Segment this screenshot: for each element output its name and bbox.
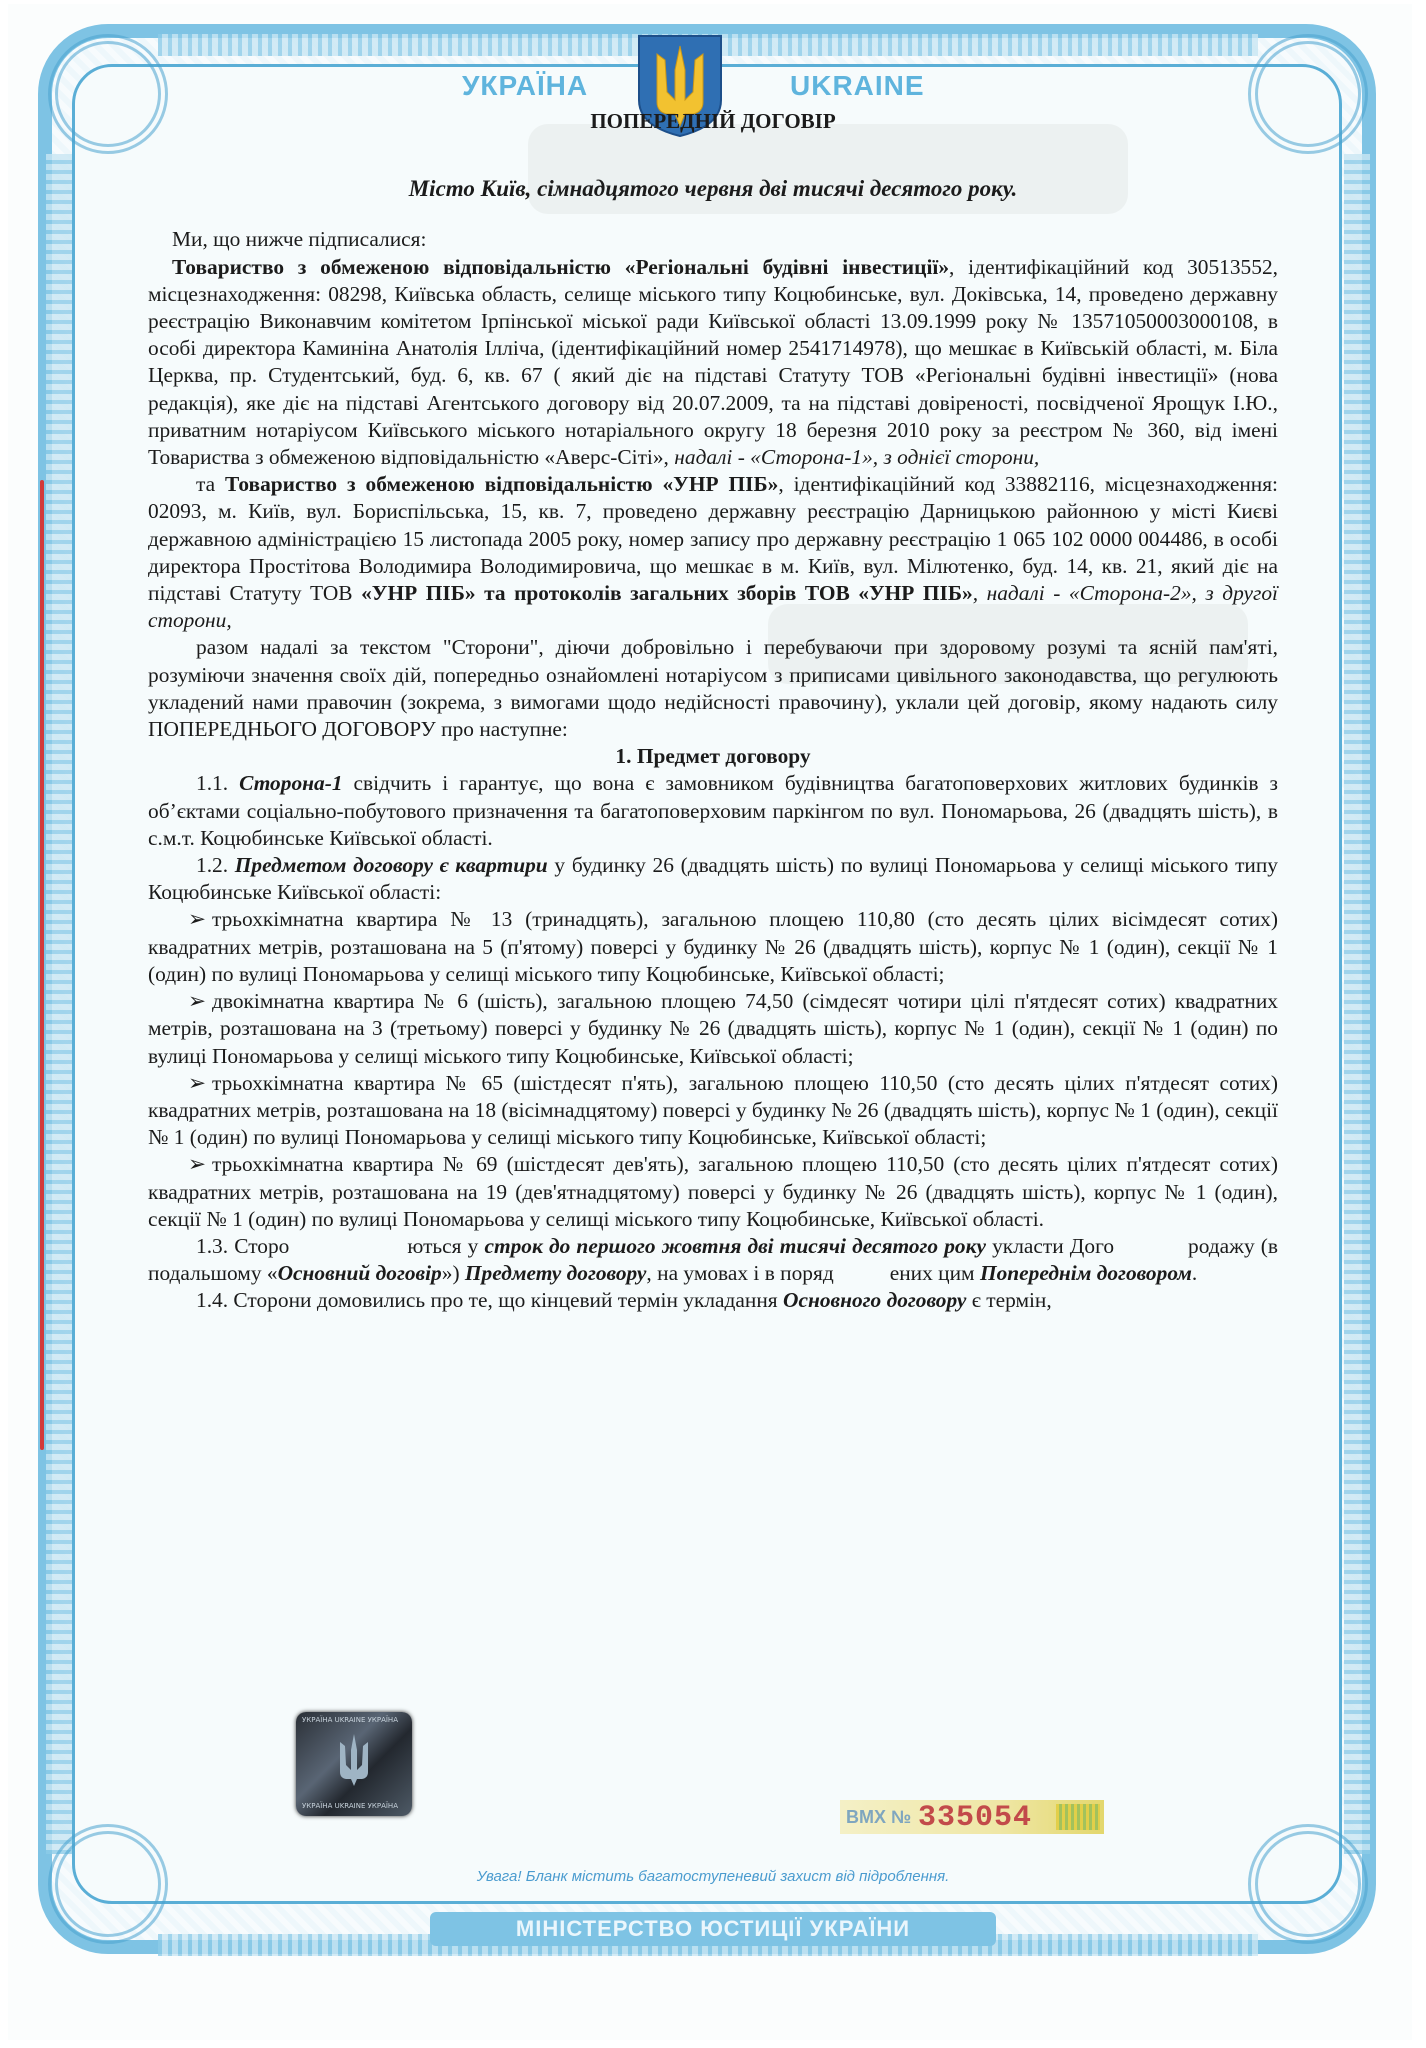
party2-lead: та bbox=[196, 472, 226, 497]
apartment-text: трьохкімнатна квартира № 69 (шістдесят дев'ять), загальною площею 110,50 (сто десять цілих п'ятдесят сотих) квадратних метрів, розташована на 19 (дев'ятнадцятому) поверсі у будинку № 26 (двадцять шість), корпус № 1 (один), секції № 1 (один) по вулиці Пономарьова у селищі міського типу Коцюбинське, Київської області. bbox=[148, 1152, 1278, 1231]
ministry-label: МІНІСТЕРСТВО ЮСТИЦІЇ УКРАЇНИ bbox=[430, 1912, 996, 1946]
clause-1-2 bbox=[148, 852, 1278, 906]
clause-text: є термін, bbox=[966, 1288, 1052, 1313]
serial-hologram-strip bbox=[1056, 1804, 1100, 1830]
clause-term: Предмету договору bbox=[464, 1261, 647, 1286]
serial-number: 335054 bbox=[918, 1801, 1033, 1835]
arrow-bullet-icon: ➢ bbox=[188, 989, 206, 1014]
clause-term: Попереднім договором bbox=[979, 1261, 1192, 1286]
security-hologram bbox=[296, 1712, 412, 1816]
apartment-text: двокімнатна квартира № 6 (шість), загальною площею 74,50 (сімдесят чотири цілі п'ятдесят сотих) квадратних метрів, розташована на 3 (третьому) поверсі у будинку № 26 (двадцять шість), корпус № 1 (один), секції № 1 (один) по вулиці Пономарьова у селищі міського типу Коцюбинське, Київської області; bbox=[148, 989, 1278, 1068]
binding-thread bbox=[40, 480, 44, 1450]
section-1-title: 1. Предмет договору bbox=[615, 744, 811, 769]
left-guilloche-band bbox=[46, 154, 72, 1854]
serial-label: ВМХ № bbox=[846, 1807, 912, 1827]
clause-text: свідчить і гарантує, що вона є замовником будівництва багатоповерхових житлових будинків з об’єктами соціально-побутового призначення та багатоповерховим паркінгом по вул. Пономарьова, 26 (двадцять шість), в с.м.т. Коцюбинське Київської області. bbox=[148, 771, 1278, 850]
arrow-bullet-icon: ➢ bbox=[188, 907, 206, 932]
clause-term: Основного договору bbox=[783, 1288, 967, 1313]
clause-number: 1.1. bbox=[196, 771, 240, 796]
corner-ornament bbox=[48, 1824, 168, 1944]
apartment-text: трьохкімнатна квартира № 13 (тринадцять), загальною площею 110,80 (сто десять цілих вісімдесят сотих) квадратних метрів, розташована на 5 (п'ятому) поверсі у будинку № 26 (двадцять шість), корпус № 1 (один), секції № 1 (один) по вулиці Пономарьова у селищі міського типу Коцюбинське, Київської області; bbox=[148, 907, 1278, 986]
document-title: ПОПЕРЕДНІЙ ДОГОВІР bbox=[590, 109, 836, 133]
clause-party: Сторона-1 bbox=[239, 771, 343, 796]
clause-text: ються у bbox=[407, 1233, 485, 1258]
clause-text: . bbox=[1191, 1261, 1198, 1286]
clause-1-1 bbox=[148, 770, 1278, 852]
party2-details: , ідентифікаційний код 33882116, місцезнаходження: 02093, м. Київ, вул. Бориспільська, 15, кв. 7, проведено державну реєстрацію Дарницькою районною у місті Києві державною адміністрацією 15 листопада 2005 року, номер запису про державну реєстрацію 1 065 102 0000 004486, в особі директора Простітова Володимира Володимировича, що мешкає в м. Київ, вул. Мілютенко, буд. 14, кв. 21, який діє на підставі Статуту ТОВ bbox=[148, 472, 1278, 606]
clause-number: 1.2. bbox=[196, 853, 235, 878]
apartment-item bbox=[148, 906, 1278, 988]
party1-name: Товариство з обмеженою відповідальністю «Регіональні будівні інвестиції» bbox=[172, 254, 950, 279]
party2-basis: «УНР ПІБ» та протоколів загальних зборів ТОВ «УНР ПІБ» bbox=[361, 581, 973, 606]
party2-name: Товариство з обмеженою відповідальністю «УНР ПІБ» bbox=[225, 472, 779, 497]
clause-text: родажу (в подальшому « bbox=[148, 1233, 1279, 1286]
country-en-label: UKRAINE bbox=[790, 70, 925, 101]
clause-1-4 bbox=[148, 1287, 1278, 1314]
country-ua-label: УКРАЇНА bbox=[462, 70, 589, 101]
arrow-bullet-icon: ➢ bbox=[188, 1152, 206, 1177]
apartment-text: трьохкімнатна квартира № 65 (шістдесят п'ять), загальною площею 110,50 (сто десять цілих п'ятдесят сотих) квадратних метрів, розташована на 18 (вісімнадцятому) поверсі у будинку № 26 (двадцять шість), корпус № 1 (один), секції № 1 (один) по вулиці Пономарьова у селищі міського типу Коцюбинське, Київської області; bbox=[148, 1070, 1278, 1150]
party2-paragraph bbox=[148, 471, 1278, 634]
right-guilloche-band bbox=[1344, 154, 1370, 1854]
clause-text: укласти Дого bbox=[985, 1233, 1115, 1258]
apartment-item bbox=[148, 988, 1278, 1070]
clause-text: ») bbox=[441, 1261, 465, 1286]
party1-role: надалі - «Сторона-1», з однієї сторони, bbox=[674, 445, 1040, 470]
clause-text: , на умовах і в поряд bbox=[646, 1261, 834, 1286]
clause-1-3 bbox=[148, 1233, 1278, 1287]
apartment-item bbox=[148, 1070, 1278, 1152]
arrow-bullet-icon: ➢ bbox=[188, 1070, 206, 1095]
clause-text: ених цим bbox=[889, 1261, 980, 1286]
hologram-top-text: УКРАЇНА UKRAINE УКРАЇНА bbox=[302, 1716, 398, 1724]
hologram-trident-icon bbox=[326, 1730, 382, 1790]
clause-deadline: строк до першого жовтня дві тисячі десятого року bbox=[484, 1233, 986, 1258]
clause-subject: Предметом договору є квартири bbox=[234, 853, 548, 878]
corner-ornament bbox=[1248, 1824, 1368, 1944]
together-paragraph: разом надалі за текстом "Сторони", діючи добровільно і перебуваючи при здоровому розумі та ясній пам'яті, розуміючи значення своїх дій, попередньо ознайомлені нотаріусом з приписами цивільного законодавства, що регулюють укладений нами правочин (зокрема, з вимогами щодо недійсності правочину), уклали цей договір, якому надають силу ПОПЕРЕДНЬОГО ДОГОВОРУ про наступне: bbox=[148, 635, 1278, 742]
party1-paragraph bbox=[148, 254, 1278, 472]
apartment-item bbox=[148, 1151, 1278, 1233]
intro-line: Ми, що нижче підписалися: bbox=[172, 227, 427, 252]
clause-term: Основний договір bbox=[277, 1261, 442, 1286]
hologram-bottom-text: УКРАЇНА UKRAINE УКРАЇНА bbox=[302, 1802, 398, 1810]
clause-text: 1.4. Сторони домовились про те, що кінцевий термін укладання bbox=[196, 1288, 783, 1313]
city-date-line: Місто Київ, сімнадцятого червня дві тисячі десятого року. bbox=[408, 176, 1018, 202]
party1-details: , ідентифікаційний код 30513552, місцезнаходження: 08298, Київська область, селище міського типу Коцюбинське, вул. Доківська, 14, проведено державну реєстрацію Виконавчим комітетом Ірпінської міської ради Київської області 13.09.1999 року № 13571050003000108, в особі директора Каминіна Анатолія Ілліча, (ідентифікаційний номер 2541714978), що мешкає в Київській області, м. Біла Церква, пр. Студентський, буд. 6, кв. 67 ( який діє на підставі Статуту ТОВ «Регіональні будівні інвестиції» (нова редакція), яке діє на підставі Агентського договору від 20.07.2009, та на підставі довіреності, посвідченої Ярощук І.Ю., приватним нотаріусом Київського міського нотаріального округу 18 березня 2010 року за реєстром № 360, від імені Товариства з обмеженою відповідальністю «Аверс-Сіті», bbox=[148, 254, 1278, 470]
party2-role: , надалі - «Сторона-2», з другої сторони, bbox=[148, 581, 1279, 633]
clause-text: 1.3. Сторо bbox=[196, 1233, 290, 1258]
security-warning: Увага! Бланк містить багатоступеневий захист від підроблення. bbox=[476, 1868, 950, 1885]
contract-body bbox=[148, 98, 1278, 1315]
serial-number-stamp bbox=[840, 1800, 1104, 1834]
clause-text: у будинку 26 (двадцять шість) по вулиці Пономарьова у селищі міського типу Коцюбинське Київської області: bbox=[148, 853, 1279, 905]
